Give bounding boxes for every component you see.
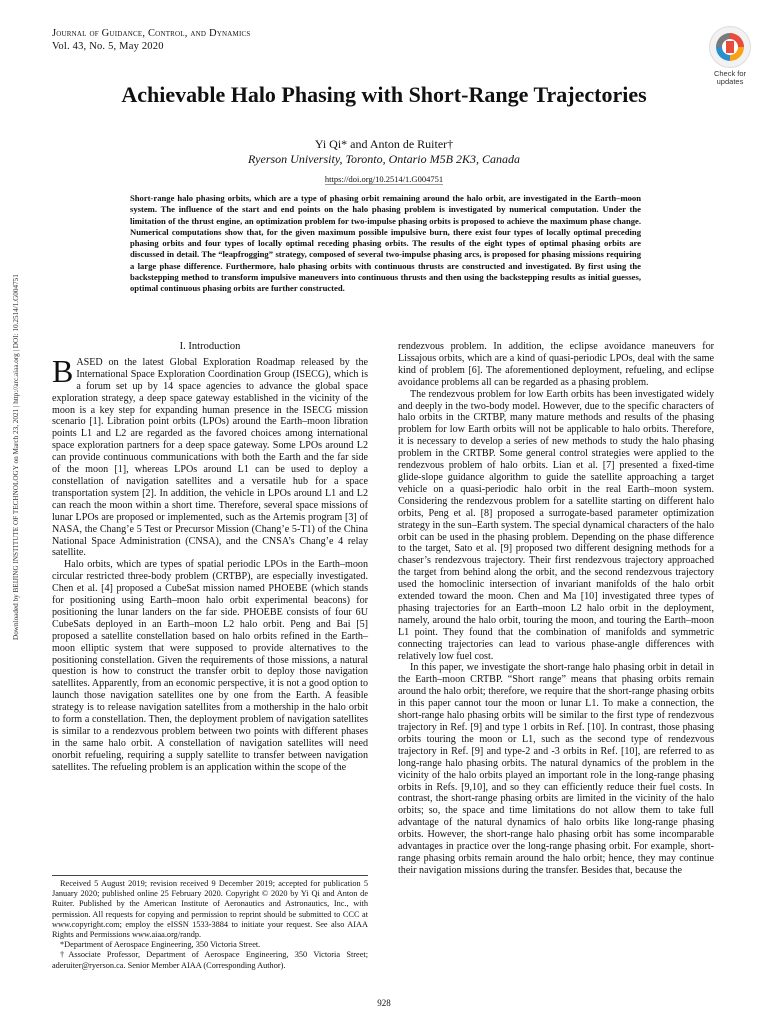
paragraph: rendezvous problem. In addition, the eclipse avoidance maneuvers for Lissajous orbits, which are a kind of quasi-periodic LPOs, deal with the same kind of problem [6]. The aforementioned deployment, refueling, and eclipse avoidance problems all can be regarded as a phasing problem. (398, 341, 714, 388)
paragraph: BASED on the latest Global Exploration Roadmap released by the International Space Exploration Coordination Group (ISECG), which is a forum set up by 14 space agencies to advance the global space exploration strategy, a deep space gateway established in the vicinity of the moon is a key step for expanding human presence in the ISECG mission scenario [1]. Libration point orbits (LPOs) around the Earth–moon libration points L1 and L2 are regarded as the favored choices among international space exploration partners for a deep space gateway. Some LPOs around L2 can provide continuous communications with both the Earth and the far side of the moon [1], whereas LPOs around L1 can be used to deploy a constellation of navigation satellites and a versatile hub for a space transportation system [2]. In addition, the vehicle in LPOs around L1 and L2 can reach the moon within a short time. Therefore, several space missions of lunar LPOs are proposed or implemented, such as the Artemis program [3] of NASA, the Chang’e 5 Test or Precursor Mission (Chang’e 5-T1) of the China National Space Administration (CNSA), and the CNSA’s Chang’e 4 relay satellite. (52, 352, 368, 559)
doi-link[interactable] (0, 174, 768, 184)
paragraph: In this paper, we investigate the short-range halo phasing orbit in detail in the Earth–moon CRTBP. “Short range” means that phasing orbits remain around the halo orbit; therefore, we require that the short-range phasing orbits in this paper cannot tour the moon or lunar L1. To make a connection, the short-range halo phasing orbits will be similar to the first type of rendezvous trajectory in Ref. [9] and type 1 orbits in Ref. [10]. In contrast, those phasing orbits touring the moon or L1, such as the second type of rendezvous trajectory in Ref. [9] and type-2 and -3 orbits in Ref. [10], are referred to as long-range halo phasing orbits. The natural dynamics of the problem in the vicinity of the halo orbits played an important role in the long-range phasing orbits in Refs. [9,10], and so they can efficiently reduce their fuel costs. In contrast, the short-range phasing orbits are limited in the vicinity of the halo orbits; so, the space and time limitations do not allow them to take full advantage of the natural dynamics of halo orbits like long-range phasing orbits. However, the short-range halo phasing orbit has some incomparable advantages in practice over the long-range phasing orbit. For example, short-range phasing orbits remain around the halo orbit; hence, they may continue their navigation missions during the transfer. Besides that, because the (398, 662, 714, 876)
paper-authors: Yi Qi* and Anton de Ruiter† (314, 137, 454, 151)
journal-header (52, 27, 250, 53)
footnote-author-1: *Department of Aerospace Engineering, 350 Victoria Street. (60, 940, 261, 950)
paragraph: The rendezvous problem for low Earth orbits has been investigated widely and deeply in the two-body model. However, due to the specific characters of halo orbits in the CRTBP, many mature methods and results of the phasing problem for low Earth orbits will not be applicable to halo orbits. Therefore, it is necessary to develop a series of new methods to study the halo phasing problem in the CRTBP. Some general control strategies were applied to the rendezvous problem of halo orbits. Lian et al. [7] presented a fixed-time glide-slope guidance algorithm to guide the satellite approaching a target vehicle on a quasi-periodic halo orbit in the real Earth–moon system. Considering the rendezvous problem for a satellite starting on different halo orbits, Peng et al. [8] proposed a surrogate-based parameter optimization strategy in the sun–Earth system. The special dynamical characters of the halo orbit can be used in the phasing problem. Depending on the phase difference to the target, Sato et al. [9] proposed two different designing methods for a chaser’s rendezvous trajectory. Their first rendezvous trajectory approached the target from behind along the orbit, and the second rendezvous trajectory used the homoclinic intersection of invariant manifolds of the halo orbit extended toward the moon. Chen and Ma [10] investigated three types of phasing trajectories for an Earth–moon L2 halo orbit in the deployment, namely, around the halo orbit, touring the moon, and touring the Earth–moon L1 point. They found that the combination of manifolds and symmetric connecting trajectories can lead to various phase-angle differences with relatively low fuel cost. (398, 388, 714, 662)
drop-cap: B (52, 352, 74, 389)
check-for-updates-badge[interactable] (704, 26, 756, 86)
journal-volume: Vol. 43, No. 5, May 2020 (52, 41, 164, 52)
paper-affiliation: Ryerson University, Toronto, Ontario M5B 2K3, Canada (248, 152, 520, 166)
check-for-updates-icon (709, 26, 751, 68)
right-column (398, 341, 714, 877)
paragraph: Halo orbits, which are types of spatial periodic LPOs in the Earth–moon circular restricted three-body problem (CRTBP), are especially investigated. Chen et al. [4] proposed a CubeSat mission named PHOEBE (which stands for positioning using Earth–moon halo orbit experimental beacons) for positioning the lunar landers on the far side. PHOEBE consists of four 6U CubeSats deployed in an Earth–moon L2 halo orbit. Peng and Bai [5] proposed a satellite constellation based on halo orbits refined in the Earth–moon elliptic system that were supposed to provide alternatives to the positioning constellation. Given the requirements of those missions, a natural question is how to construct the transfer orbit to deploy those navigation satellites. Apparently, from an economic perspective, it is not a good option to launch those navigation satellites one by one from the Earth. A feasible strategy is to release navigation satellites from a mothership in the halo orbit to form a constellation. Then, the deployment problem of navigation satellites is similar to a rendezvous problem between two points with different phases in the same halo orbit. A constellation of navigation satellites will need onorbit refueling, requiring a supply satellite to transfer between navigation satellites. The refueling problem is an application within the scope of the (52, 559, 368, 773)
paper-title: Achievable Halo Phasing with Short-Range Trajectories (121, 82, 647, 107)
left-column (52, 341, 368, 774)
footnote-received: Received 5 August 2019; revision received 9 December 2019; accepted for publication 5 January 2020; published online 25 February 2020. Copyright © 2020 by Yi Qi and Anton de Ruiter. Published by the American Institute of Aeronautics and Astronautics, Inc., with permission. All requests for copying and permission to reprint should be submitted to CCC at www.copyright.com; employ the eISSN 1533-3884 to initiate your request. See also AIAA Rights and Permissions www.aiaa.org/randp. (52, 879, 368, 940)
doi-text: https://doi.org/10.2514/1.G004751 (324, 174, 444, 184)
page-number: 928 (377, 998, 391, 1008)
download-sidebar: Downloaded by BEIJING INSTITUTE OF TECHNOLOGY on March 23, 2021 | http://arc.aiaa.org | DOI: 10.2514/1.G004751 (12, 274, 20, 640)
section-heading: I. Introduction (179, 341, 241, 352)
check-for-updates-label: Check for updates (713, 69, 747, 86)
footnotes (52, 875, 368, 971)
journal-name: Journal of Guidance, Control, and Dynamics (52, 28, 251, 39)
footnote-author-2: †Associate Professor, Department of Aerospace Engineering, 350 Victoria Street; aderuiter@ryerson.ca. Senior Member AIAA (Corresponding Author). (52, 950, 368, 970)
abstract: Short-range halo phasing orbits, which are a type of phasing orbit remaining around the halo orbit, are investigated in the Earth–moon system. The influence of the start and end points on the halo phasing problem is investigated by numerical computation. Under the limitation of the thrust engine, an optimization problem for two-impulse phasing orbits is proposed to achieve the maximum phase change. Numerical computations show that, for the given maximum possible impulsive burn, there exist four types of locally optimal preceding phasing orbits and four types of locally optimal receding phasing orbits. The results of the eight types of optimal phasing orbits are discussed in detail. The “leapfrogging” strategy, composed of several two-impulse phasing arcs, is proposed for phasing missions requiring a large phase difference. Furthermore, halo phasing orbits with continuous thrusts are constructed and investigated. By first using the backstepping method to transform impulsive maneuvers into continuous thrusts and then using the backstepping results as initial guesses, optimal continuous phasing orbits are further constructed. (130, 193, 641, 294)
